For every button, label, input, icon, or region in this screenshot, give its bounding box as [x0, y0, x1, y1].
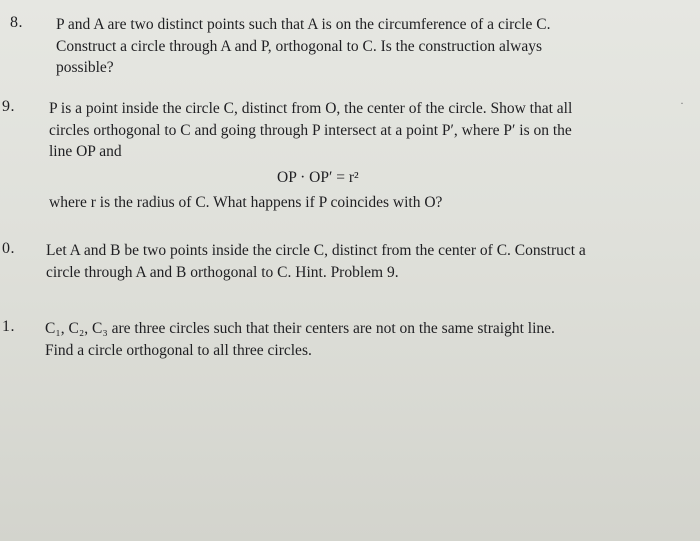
equation: OP · OP′ = r²	[277, 168, 359, 186]
problem-text	[56, 14, 696, 79]
problem-number: 9.	[2, 98, 15, 115]
problem-number: 1.	[2, 318, 15, 335]
problem-line: Let A and B be two points inside the circle C, distinct from the center of C. Construct a	[46, 242, 586, 259]
problem-text	[46, 240, 686, 283]
problem-number: 8.	[10, 14, 23, 31]
problem-line: Construct a circle through A and P, orthogonal to C. Is the construction always	[56, 37, 543, 55]
problem-number: 0.	[2, 240, 15, 257]
problem-line: possible?	[56, 59, 114, 76]
problem-text	[49, 98, 689, 214]
problem-line: P is a point inside the circle C, distinct from O, the center of the circle. Show that all	[49, 100, 573, 117]
problem-line: circles orthogonal to C and going through P intersect at a point P′, where P′ is on the	[49, 121, 572, 139]
problem-line: P and A are two distinct points such that A is on the circumference of a circle C.	[56, 16, 551, 33]
margin-mark: ·	[680, 96, 684, 110]
problem-line: line OP and	[49, 143, 122, 160]
problem-line: Find a circle orthogonal to all three circles.	[45, 341, 312, 359]
problem-line: circle through A and B orthogonal to C. Hint. Problem 9.	[46, 263, 399, 281]
problem-text	[45, 318, 685, 361]
problem-line: where r is the radius of C. What happens if P coincides with O?	[49, 194, 443, 211]
problem-line: C₁, C₂, C₃ are three circles such that their centers are not on the same straight line.	[45, 320, 555, 337]
